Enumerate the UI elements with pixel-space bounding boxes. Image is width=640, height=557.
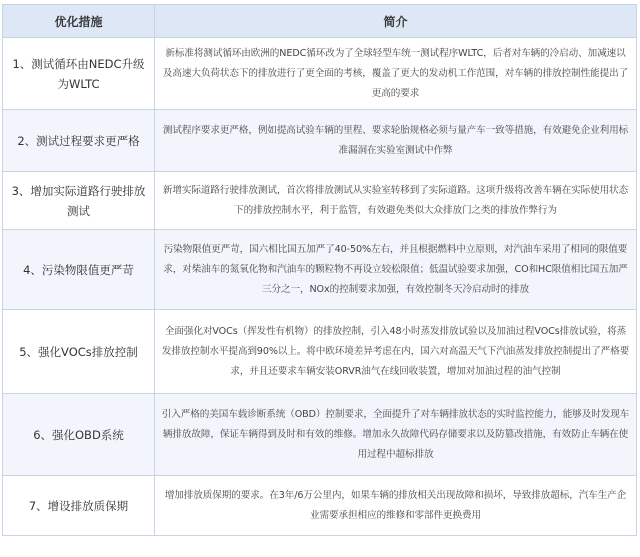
- table-row: [3, 110, 637, 172]
- intro-cell: 增加排放质保期的要求。在3年/6万公里内，如果车辆的排放相关出现故障和损坏，导致排放超标，汽车生产企业需要承担相应的维修和零部件更换费用: [155, 476, 637, 536]
- table-row: [3, 230, 637, 310]
- intro-cell: 新标准将测试循环由欧洲的NEDC循环改为了全球轻型车统一测试程序WLTC，后者对车辆的冷启动、加减速以及高速大负荷状态下的排放进行了更全面的考核，覆盖了更大的发动机工作范围，对车辆的排放控制性能提出了更高的要求: [155, 38, 637, 110]
- table-body: [3, 38, 637, 536]
- intro-cell: 测试程序要求更严格，例如提高试验车辆的里程、要求轮胎规格必须与量产车一致等措施，有效避免企业利用标准漏洞在实验室测试中作弊: [155, 110, 637, 172]
- intro-cell: 引入严格的美国车载诊断系统（OBD）控制要求，全面提升了对车辆排放状态的实时监控能力，能够及时发现车辆排放故障，保证车辆得到及时和有效的维修。增加永久故障代码存储要求以及防篡改措施，有效防止车辆在使用过程中超标排放: [155, 394, 637, 476]
- table-row: [3, 310, 637, 394]
- measure-cell: 4、污染物限值更严苛: [3, 230, 155, 310]
- intro-cell: 全面强化对VOCs（挥发性有机物）的排放控制，引入48小时蒸发排放试验以及加油过程VOCs排放试验，将蒸发排放控制水平提高到90%以上。将中欧环境差异考虑在内，国六对高温天气下汽油蒸发排放控制提出了严格要求，并且还要求车辆安装ORVR油气在线回收装置，增加对加油过程的油气控制: [155, 310, 637, 394]
- header-row: [3, 5, 637, 38]
- table-row: [3, 394, 637, 476]
- table-row: [3, 172, 637, 230]
- table-header: [3, 5, 637, 38]
- measure-cell: 5、强化VOCs排放控制: [3, 310, 155, 394]
- header-measure: 优化措施: [3, 5, 155, 38]
- measure-cell: 7、增设排放质保期: [3, 476, 155, 536]
- cropped-bottom-edge: [0, 546, 640, 557]
- header-intro: 简介: [155, 5, 637, 38]
- table-row: [3, 476, 637, 536]
- table-row: [3, 38, 637, 110]
- measure-cell: 1、测试循环由NEDC升级为WLTC: [3, 38, 155, 110]
- measure-cell: 6、强化OBD系统: [3, 394, 155, 476]
- intro-cell: 新增实际道路行驶排放测试，首次将排放测试从实验室转移到了实际道路。这项升级将改善车辆在实际使用状态下的排放控制水平，利于监管，有效避免类似大众排放门之类的排放作弊行为: [155, 172, 637, 230]
- optimization-measures-table: [2, 4, 637, 536]
- measure-cell: 3、增加实际道路行驶排放测试: [3, 172, 155, 230]
- measure-cell: 2、测试过程要求更严格: [3, 110, 155, 172]
- intro-cell: 污染物限值更严苛，国六相比国五加严了40-50%左右，并且根据燃料中立原则，对汽油车采用了相同的限值要求，对柴油车的氮氧化物和汽油车的颗粒物不再设立较松限值；低温试验要求加强，CO和HC限值相比国五加严三分之一，NOx的控制要求加强，有效控制冬天冷启动时的排放: [155, 230, 637, 310]
